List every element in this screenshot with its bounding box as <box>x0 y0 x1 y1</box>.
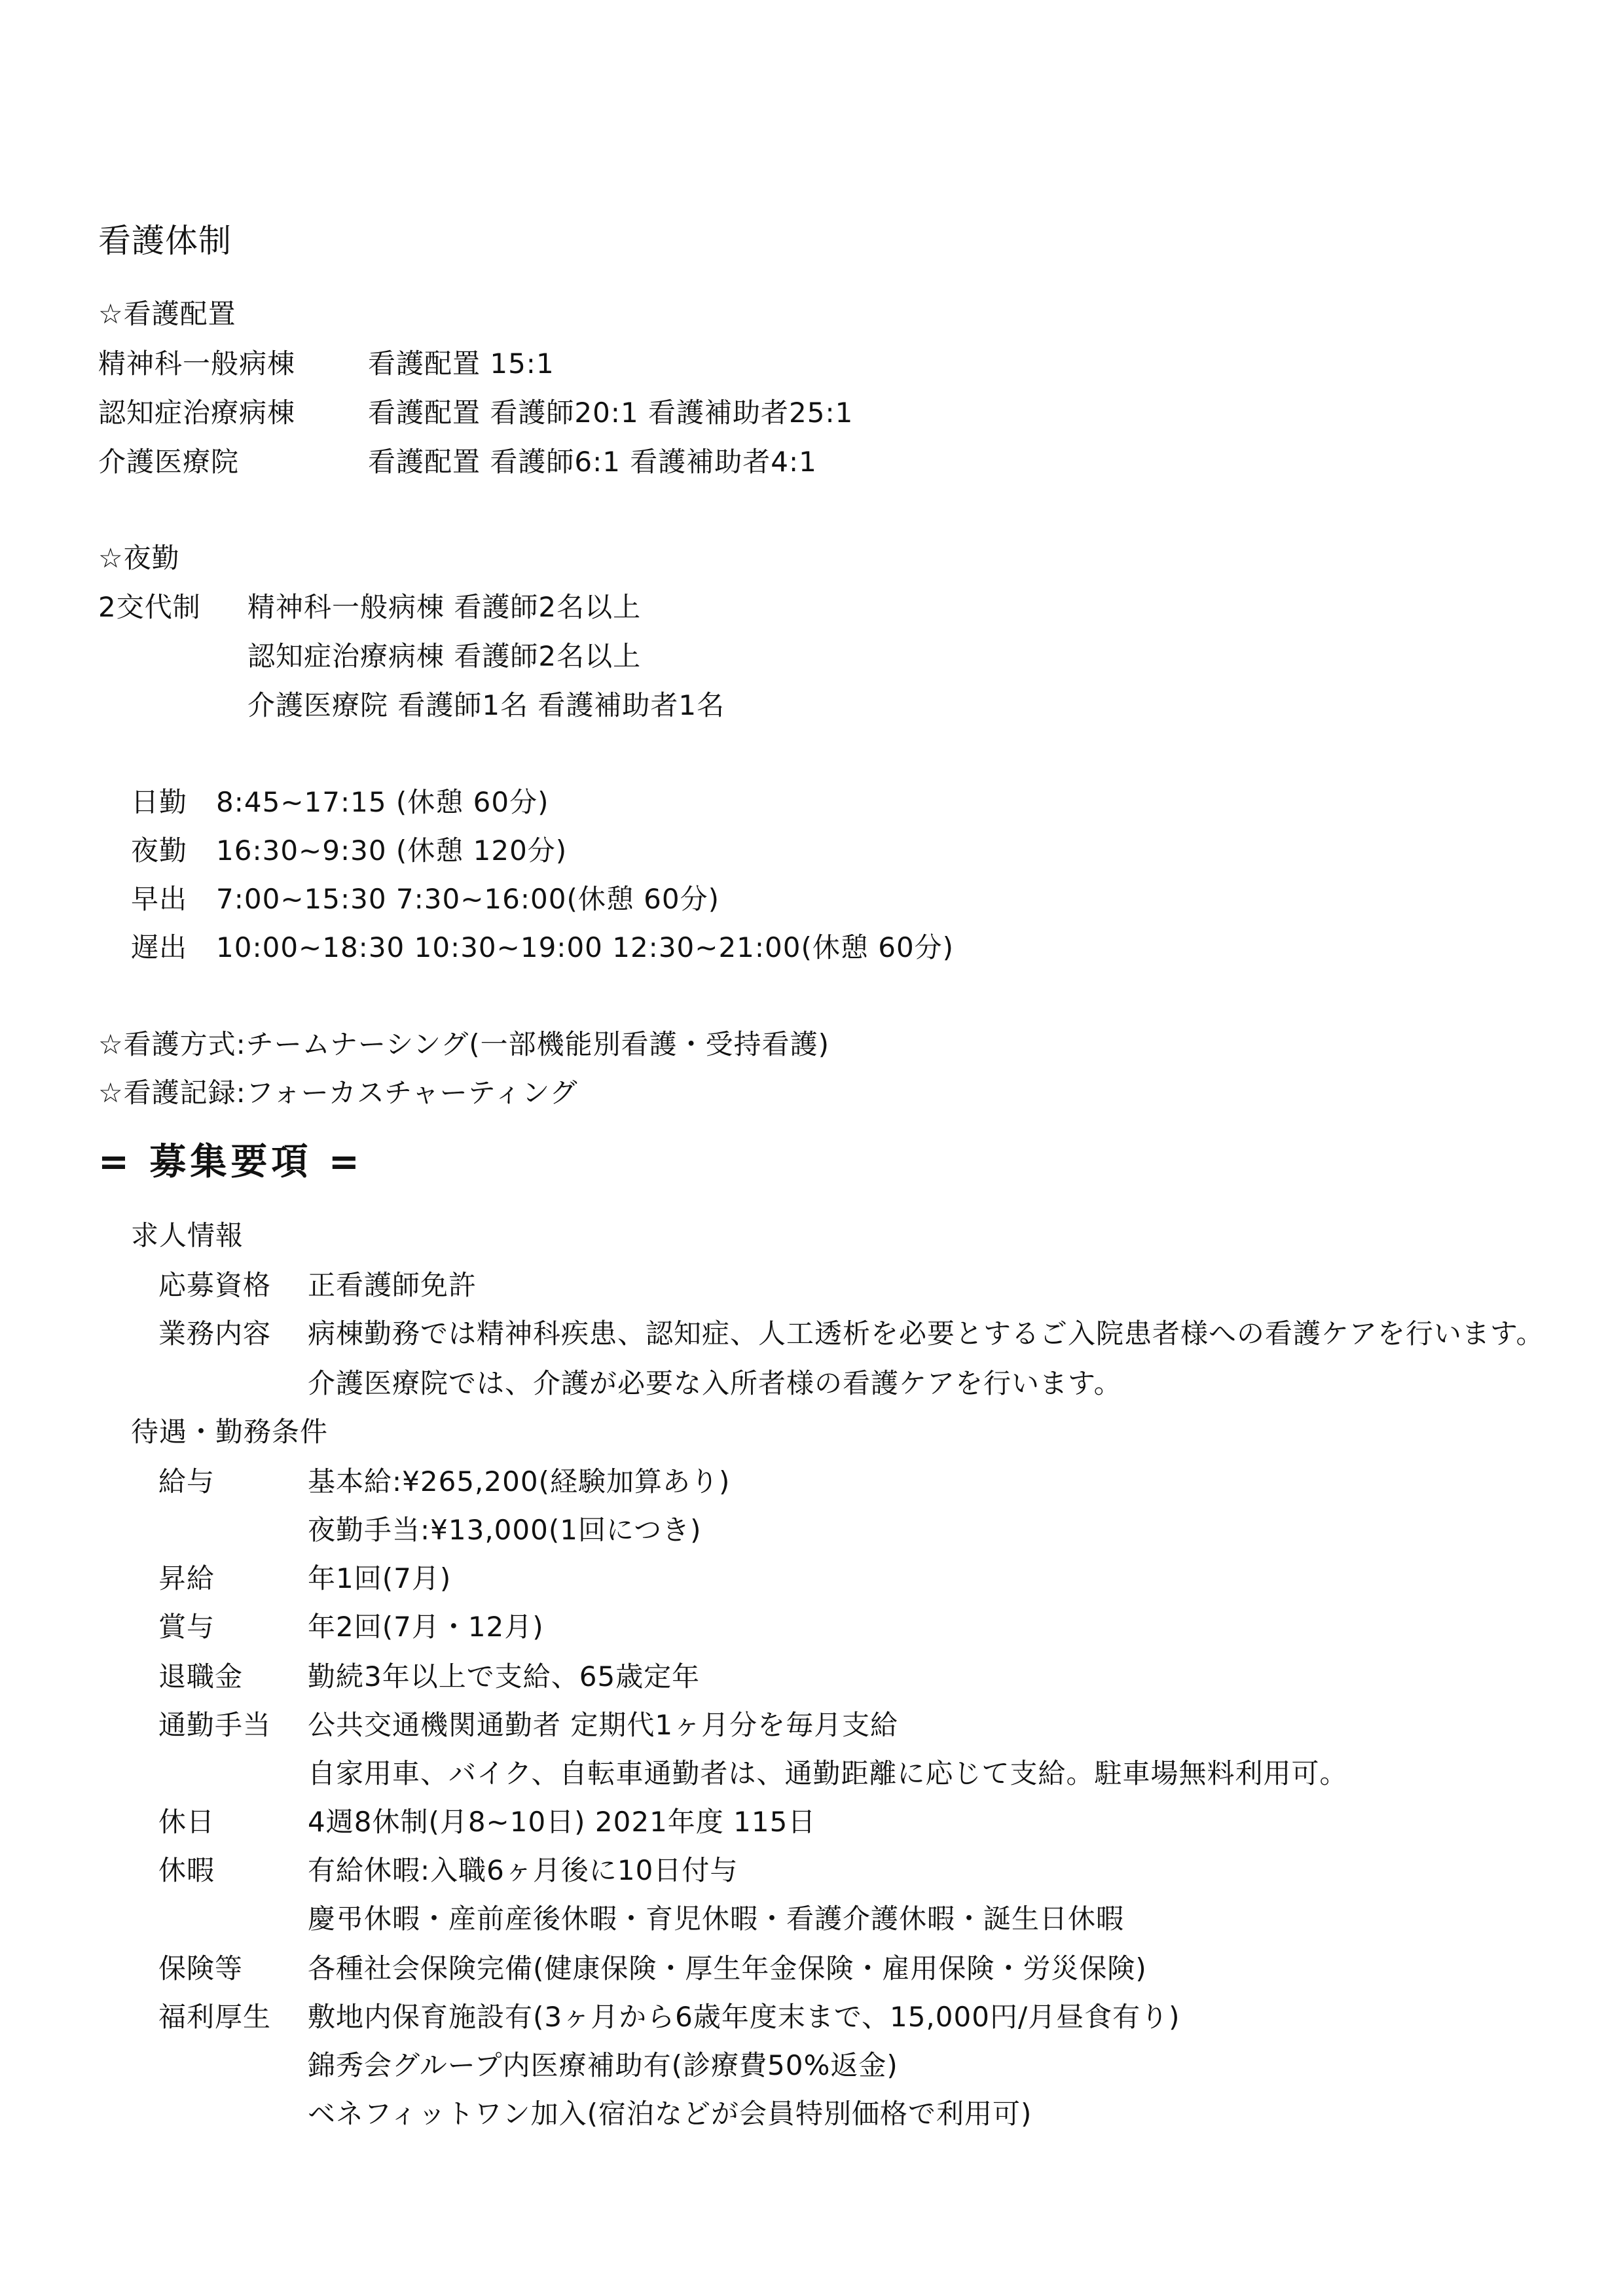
nursing-method: ☆看護方式:チームナーシング(一部機能別看護・受持看護) <box>98 1028 830 1060</box>
shift-time: 8:45~17:15 (休憩 60分) <box>216 786 549 818</box>
condition-value: 公共交通機関通勤者 定期代1ヶ月分を毎月支給 <box>308 1709 899 1741</box>
condition-label: 昇給 <box>158 1562 215 1594</box>
ward-name: 精神科一般病棟 <box>98 348 296 380</box>
condition-value: 4週8休制(月8~10日) 2021年度 115日 <box>308 1806 816 1838</box>
night-row: 介護医療院 看護師1名 看護補助者1名 <box>247 689 725 721</box>
staffing-heading: ☆看護配置 <box>98 298 236 330</box>
condition-label: 給与 <box>158 1465 215 1498</box>
qualification-value: 正看護師免許 <box>308 1269 477 1301</box>
condition-value: 年2回(7月・12月) <box>308 1611 544 1643</box>
condition-value: 敷地内保育施設有(3ヶ月から6歳年度末まで、15,000円/月昼食有り) <box>308 2001 1180 2033</box>
condition-value: 各種社会保険完備(健康保険・厚生年金保険・雇用保険・労災保険) <box>308 1952 1147 1984</box>
condition-label: 休暇 <box>158 1854 215 1886</box>
condition-value: 慶弔休暇・産前産後休暇・育児休暇・看護介護休暇・誕生日休暇 <box>308 1903 1125 1935</box>
condition-label: 福利厚生 <box>158 2001 272 2033</box>
condition-value: 夜勤手当:¥13,000(1回につき) <box>308 1514 702 1546</box>
shift-name: 早出 <box>131 883 188 915</box>
condition-value: 勤続3年以上で支給、65歳定年 <box>308 1660 701 1693</box>
ward-name: 介護医療院 <box>98 446 240 478</box>
condition-label: 退職金 <box>158 1660 244 1693</box>
nursing-record: ☆看護記録:フォーカスチャーティング <box>98 1077 578 1109</box>
shift-time: 10:00~18:30 10:30~19:00 12:30~21:00(休憩 60分) <box>216 931 955 963</box>
condition-value: 年1回(7月) <box>308 1562 452 1594</box>
duties-label: 業務内容 <box>158 1318 272 1350</box>
night-row: 精神科一般病棟 看護師2名以上 <box>247 591 642 623</box>
night-system: 2交代制 <box>98 591 201 623</box>
condition-label: 賞与 <box>158 1611 215 1643</box>
condition-value: 錦秀会グループ内医療補助有(診療費50%返金) <box>308 2049 898 2081</box>
shift-name: 日勤 <box>131 786 188 818</box>
page-title: 看護体制 <box>98 222 232 260</box>
duties-line: 病棟勤務では精神科疾患、認知症、人工透析を必要とするご入院患者様への看護ケアを行います。 <box>308 1318 1544 1350</box>
condition-value: 有給休暇:入職6ヶ月後に10日付与 <box>308 1854 739 1886</box>
recruit-title: = 募集要項 = <box>98 1141 363 1183</box>
job-info-heading: 求人情報 <box>131 1219 244 1251</box>
qualification-label: 応募資格 <box>158 1269 272 1301</box>
ward-name: 認知症治療病棟 <box>98 397 296 429</box>
condition-value: ベネフィットワン加入(宿泊などが会員特別価格で利用可) <box>308 2098 1032 2130</box>
duties-line: 介護医療院では、介護が必要な入所者様の看護ケアを行います。 <box>308 1367 1122 1399</box>
condition-label: 休日 <box>158 1806 215 1838</box>
condition-label: 通勤手当 <box>158 1709 272 1741</box>
shift-time: 7:00~15:30 7:30~16:00(休憩 60分) <box>216 883 720 915</box>
night-row: 認知症治療病棟 看護師2名以上 <box>247 640 642 672</box>
ward-staffing: 看護配置 看護師6:1 看護補助者4:1 <box>368 446 817 478</box>
ward-staffing: 看護配置 15:1 <box>368 348 555 380</box>
conditions-heading: 待遇・勤務条件 <box>131 1416 329 1448</box>
condition-value: 基本給:¥265,200(経験加算あり) <box>308 1465 731 1498</box>
shift-time: 16:30~9:30 (休憩 120分) <box>216 834 568 867</box>
shift-name: 夜勤 <box>131 834 188 867</box>
night-heading: ☆夜勤 <box>98 542 180 574</box>
condition-value: 自家用車、バイク、自転車通勤者は、通勤距離に応じて支給。駐車場無料利用可。 <box>308 1757 1348 1789</box>
shift-name: 遅出 <box>131 931 188 963</box>
condition-label: 保険等 <box>158 1952 244 1984</box>
ward-staffing: 看護配置 看護師20:1 看護補助者25:1 <box>368 397 854 429</box>
